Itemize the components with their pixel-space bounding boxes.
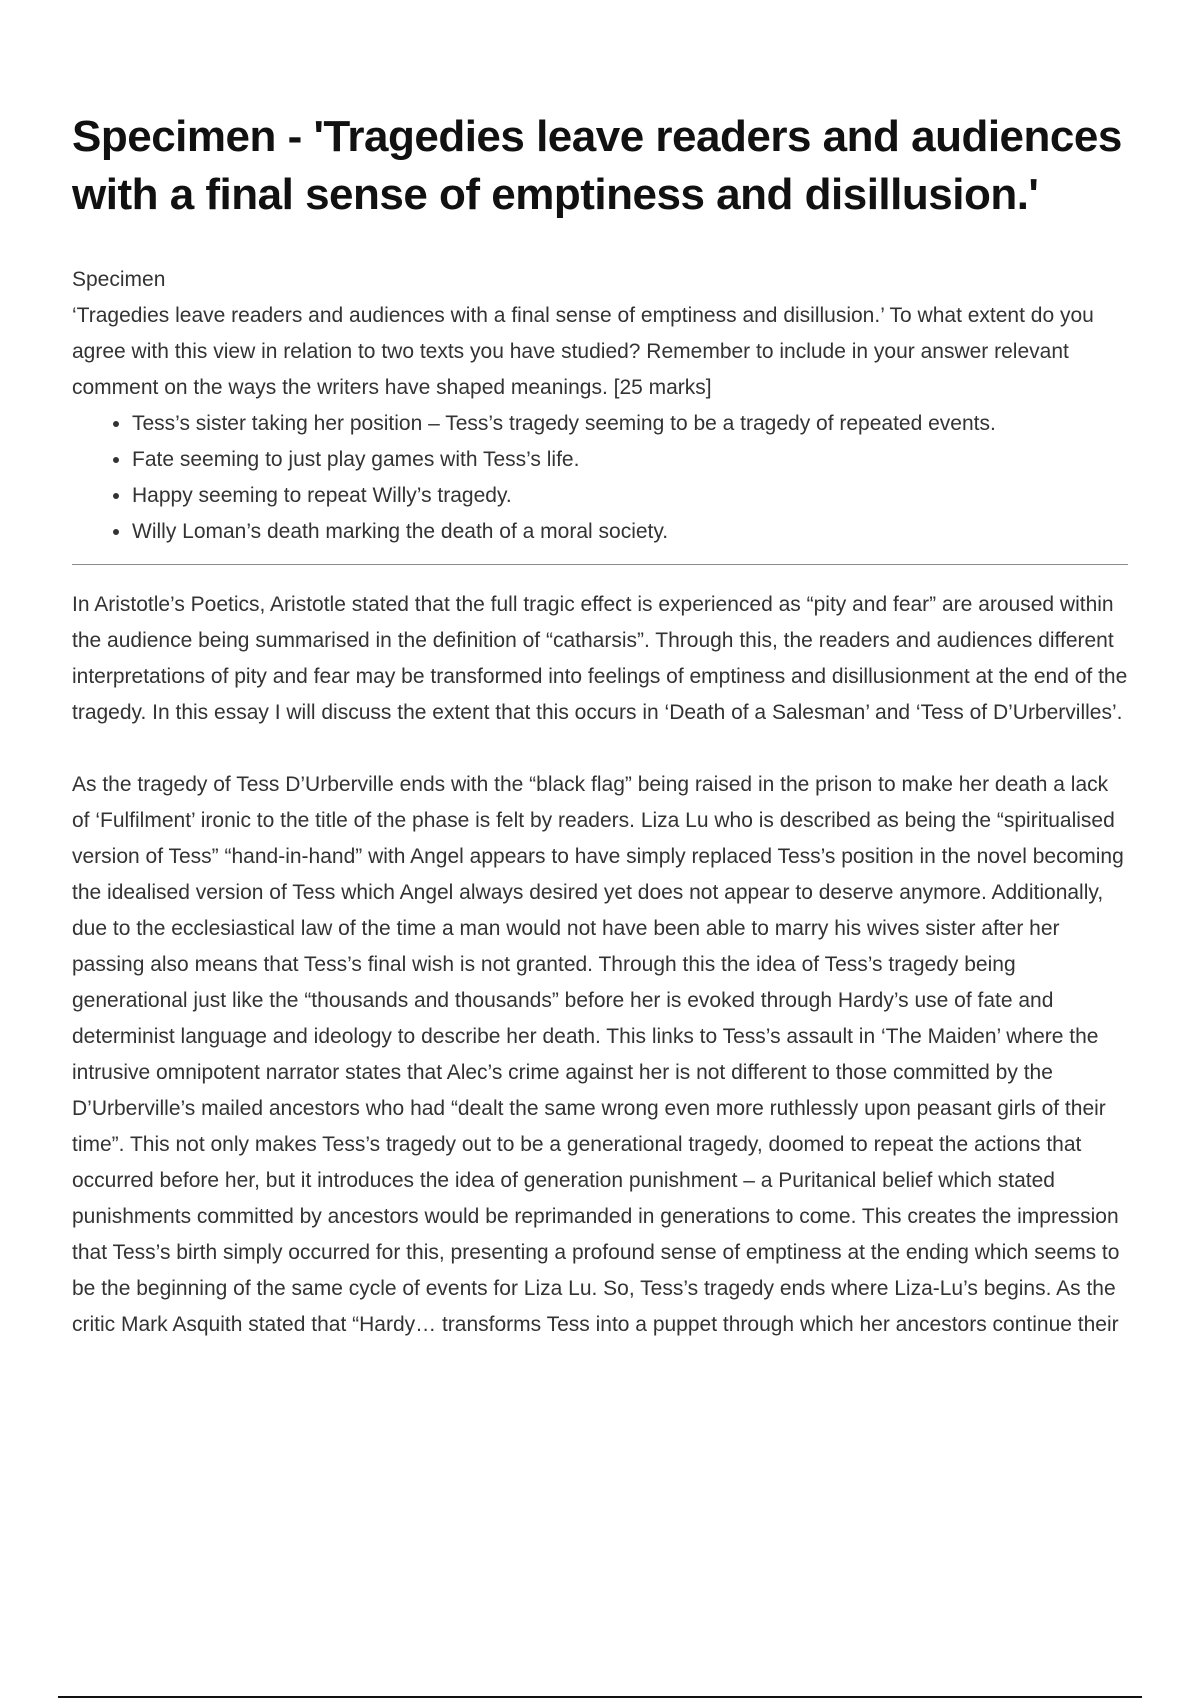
list-item: • Willy Loman’s death marking the death of a moral society. (132, 514, 1128, 550)
list-item: • Tess’s sister taking her position – Tess’s tragedy seeming to be a tragedy of repeated events. (132, 406, 1128, 442)
document-page (72, 108, 1128, 1379)
specimen-label: Specimen (72, 268, 166, 291)
list-item: • Fate seeming to just play games with Tess’s life. (132, 442, 1128, 478)
body-paragraph: As the tragedy of Tess D’Urberville ends with the “black flag” being raised in the prison to make her death a lack of ‘Fulfilment’ ironic to the title of the phase is felt by readers. Liza Lu who is described as being the “spiritualised version of Tess” “hand-in-hand” with Angel appears to have simply replaced Tess’s position in the novel becoming the idealised version of Tess which Angel always desired yet does not appear to deserve anymore. Additionally, due to the ecclesiastical law of the time a man would not have been able to marry his wives sister after her passing also means that Tess’s final wish is not granted. Through this the idea of Tess’s tragedy being generational just like the “thousands and thousands” before her is evoked through Hardy’s use of fate and determinist language and ideology to describe her death. This links to Tess’s assault in ‘The Maiden’ where the intrusive omnipotent narrator states that Alec’s crime against her is not different to those committed by the D’Urberville’s mailed ancestors who had “dealt the same wrong even more ruthlessly upon peasant girls of their time”. This not only makes Tess’s tragedy out to be a generational tragedy, doomed to repeat the actions that occurred before her, but it introduces the idea of generation punishment – a Puritanical belief which stated punishments committed by ancestors would be reprimanded in generations to come. This creates the impression that Tess’s birth simply occurred for this, presenting a profound sense of emptiness at the ending which seems to be the beginning of the same cycle of events for Liza Lu. So, Tess’s tragedy ends where Liza-Lu’s begins. As the critic Mark Asquith stated that “Hardy… transforms Tess into a puppet through which her ancestors continue their (72, 773, 1124, 1336)
section-divider (72, 564, 1128, 565)
intro-paragraph: In Aristotle’s Poetics, Aristotle stated that the full tragic effect is experienced as “pity and fear” are aroused within the audience being summarised in the definition of “catharsis”. Through this, the readers and audiences different interpretations of pity and fear may be transformed into feelings of emptiness and disillusionment at the end of the tragedy. In this essay I will discuss the extent that this occurs in ‘Death of a Salesman’ and ‘Tess of D’Urbervilles’. (72, 593, 1128, 724)
essay-question: ‘Tragedies leave readers and audiences with a final sense of emptiness and disillusion.’ To what extent do you agree with this view in relation to two texts you have studied? Remember to include in your answer relevant comment on the ways the writers have shaped meanings. [25 marks] (72, 304, 1094, 399)
list-item: • Happy seeming to repeat Willy’s tragedy. (132, 478, 1128, 514)
key-points-list (72, 406, 1128, 550)
page-bottom-rule (58, 1696, 1142, 1698)
page-title: Specimen - 'Tragedies leave readers and audiences with a final sense of emptiness and disillusion.' (72, 112, 1122, 219)
